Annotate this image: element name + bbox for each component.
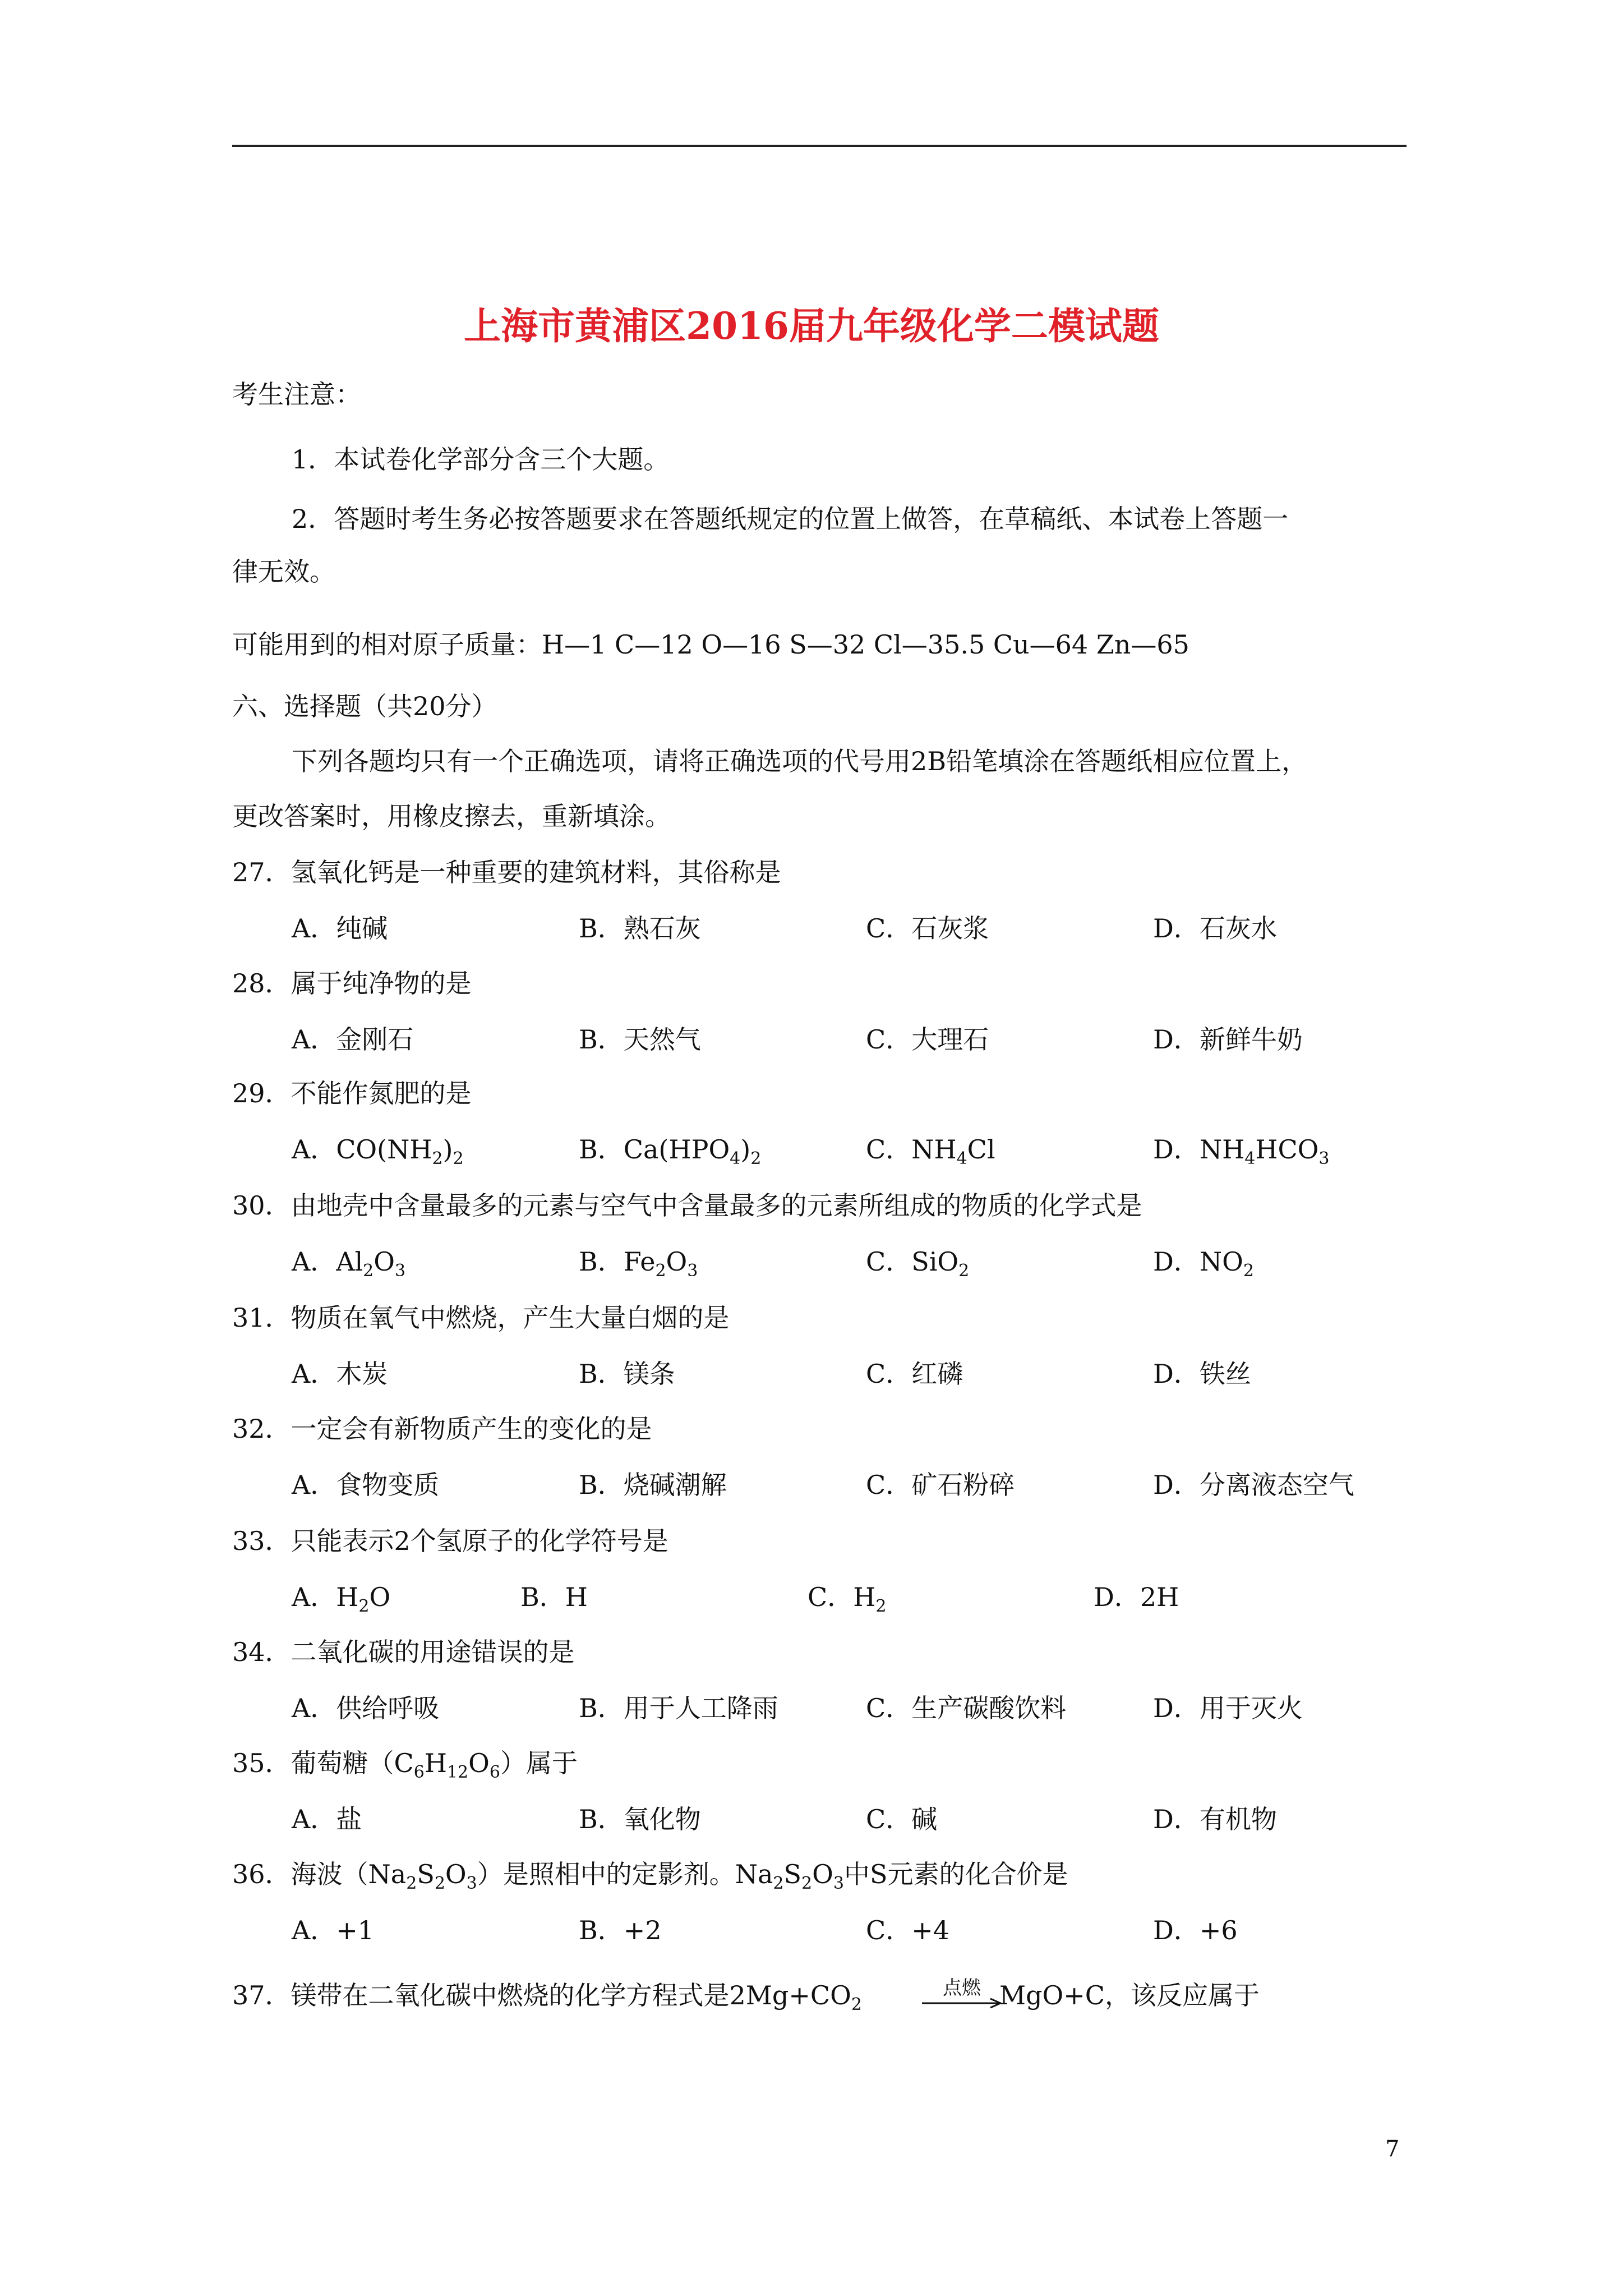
option-c: C．+4 [866,1915,950,1945]
notice-heading: 考生注意： [232,379,361,409]
notice-item-2-line-1: 2．答题时考生务必按答题要求在答题纸规定的位置上做答，在草稿纸、本试卷上答题一 [292,504,1289,534]
option-b: B．烧碱潮解 [579,1470,727,1500]
notice-item-2-line-2: 律无效。 [232,556,335,587]
option-c: C．矿石粉碎 [866,1470,1015,1500]
option-b: B．$Fe_2O_3$ [579,1246,698,1281]
option-a: A．$H_2O$ [292,1582,391,1616]
question-37-stem [232,1980,862,2014]
option-d: D．+6 [1153,1915,1238,1945]
option-b: B．天然气 [579,1024,701,1055]
option-d: D．石灰水 [1153,913,1277,944]
option-a: A．盐 [292,1804,362,1834]
section-instruction-line-1: 下列各题均只有一个正确选项，请将正确选项的代号用2B铅笔填涂在答题纸相应位置上， [292,746,1308,776]
question-stem: 31．物质在氧气中燃烧，产生大量白烟的是 [232,1303,730,1333]
question-stem: 34．二氧化碳的用途错误的是 [232,1637,575,1667]
option-a: A．金刚石 [292,1024,414,1055]
section-instruction-line-2: 更改答案时，用橡皮擦去，重新填涂。 [232,801,671,831]
option-b: B．H [520,1582,588,1612]
option-a: A．$CO(NH_2)_2$ [292,1134,464,1168]
option-d: D．有机物 [1153,1804,1277,1834]
header-rule [232,145,1407,147]
option-c: C．$H_2$ [808,1582,887,1616]
option-b: B．+2 [579,1915,662,1945]
option-c: C．生产碳酸饮料 [866,1693,1067,1723]
option-d: D．铁丝 [1153,1359,1251,1389]
option-a: A．供给呼吸 [292,1693,440,1723]
option-c: C．大理石 [866,1024,989,1055]
option-d: D．$NO_2$ [1153,1246,1254,1281]
option-d: D．2H [1094,1582,1179,1612]
option-d: D．新鲜牛奶 [1153,1024,1303,1055]
question-stem: 28．属于纯净物的是 [232,968,472,999]
question-stem: 32．一定会有新物质产生的变化的是 [232,1414,652,1444]
option-b: B．氧化物 [579,1804,701,1834]
question-stem: 35．葡萄糖$(C_6H_{12}O_6)$属于 [232,1748,578,1782]
option-a: A．食物变质 [292,1470,440,1500]
option-c: C．红磷 [866,1359,963,1389]
option-c: C．石灰浆 [866,913,989,944]
question-37-after: MgO+C，该反应属于 [999,1980,1260,2010]
question-37-before: 37．镁带在二氧化碳中燃烧的化学方程式是$2Mg+CO_2$ [232,1980,862,2014]
option-b: B．用于人工降雨 [579,1693,778,1723]
section-heading: 六、选择题（共20分） [232,691,497,721]
exam-title: 上海市黄浦区2016届九年级化学二模试题 [464,304,1159,348]
question-stem: 36．海波$(Na_2S_2O_3)$是照相中的定影剂。$Na_2S_2O_3$中S元素的化合价是 [232,1859,1068,1893]
reaction-condition: 点燃 [943,1977,981,1999]
atomic-masses: 可能用到的相对原子质量：H—1 C—12 O—16 S—32 Cl—35.5 Cu—64 Zn—65 [232,629,1189,660]
question-stem: 27．氢氧化钙是一种重要的建筑材料，其俗称是 [232,857,781,887]
option-c: C．SiO$_2$ [866,1246,970,1281]
option-a: A．$Al_2O_3$ [292,1246,406,1281]
notice-item-1: 1．本试卷化学部分含三个大题。 [292,444,670,475]
question-stem: 30．由地壳中含量最多的元素与空气中含量最多的元素所组成的物质的化学式是 [232,1190,1142,1221]
option-d: D．用于灭火 [1153,1693,1303,1723]
option-a: A．木炭 [292,1359,388,1389]
option-a: A．+1 [292,1915,375,1945]
option-d: D．$NH_4HCO_3$ [1153,1134,1330,1168]
page-number: 7 [1385,2136,1400,2162]
option-b: B．熟石灰 [579,913,701,944]
question-stem: 33．只能表示2个氢原子的化学符号是 [232,1526,668,1556]
option-b: B．镁条 [579,1359,675,1389]
question-stem: 29．不能作氮肥的是 [232,1078,472,1108]
reaction-arrow [920,1977,1004,2017]
option-c: C．$NH_4Cl$ [866,1134,995,1168]
option-d: D．分离液态空气 [1153,1470,1354,1500]
option-c: C．碱 [866,1804,938,1834]
option-b: B．$Ca(HPO_4)_2$ [579,1134,762,1168]
option-a: A．纯碱 [292,913,388,944]
